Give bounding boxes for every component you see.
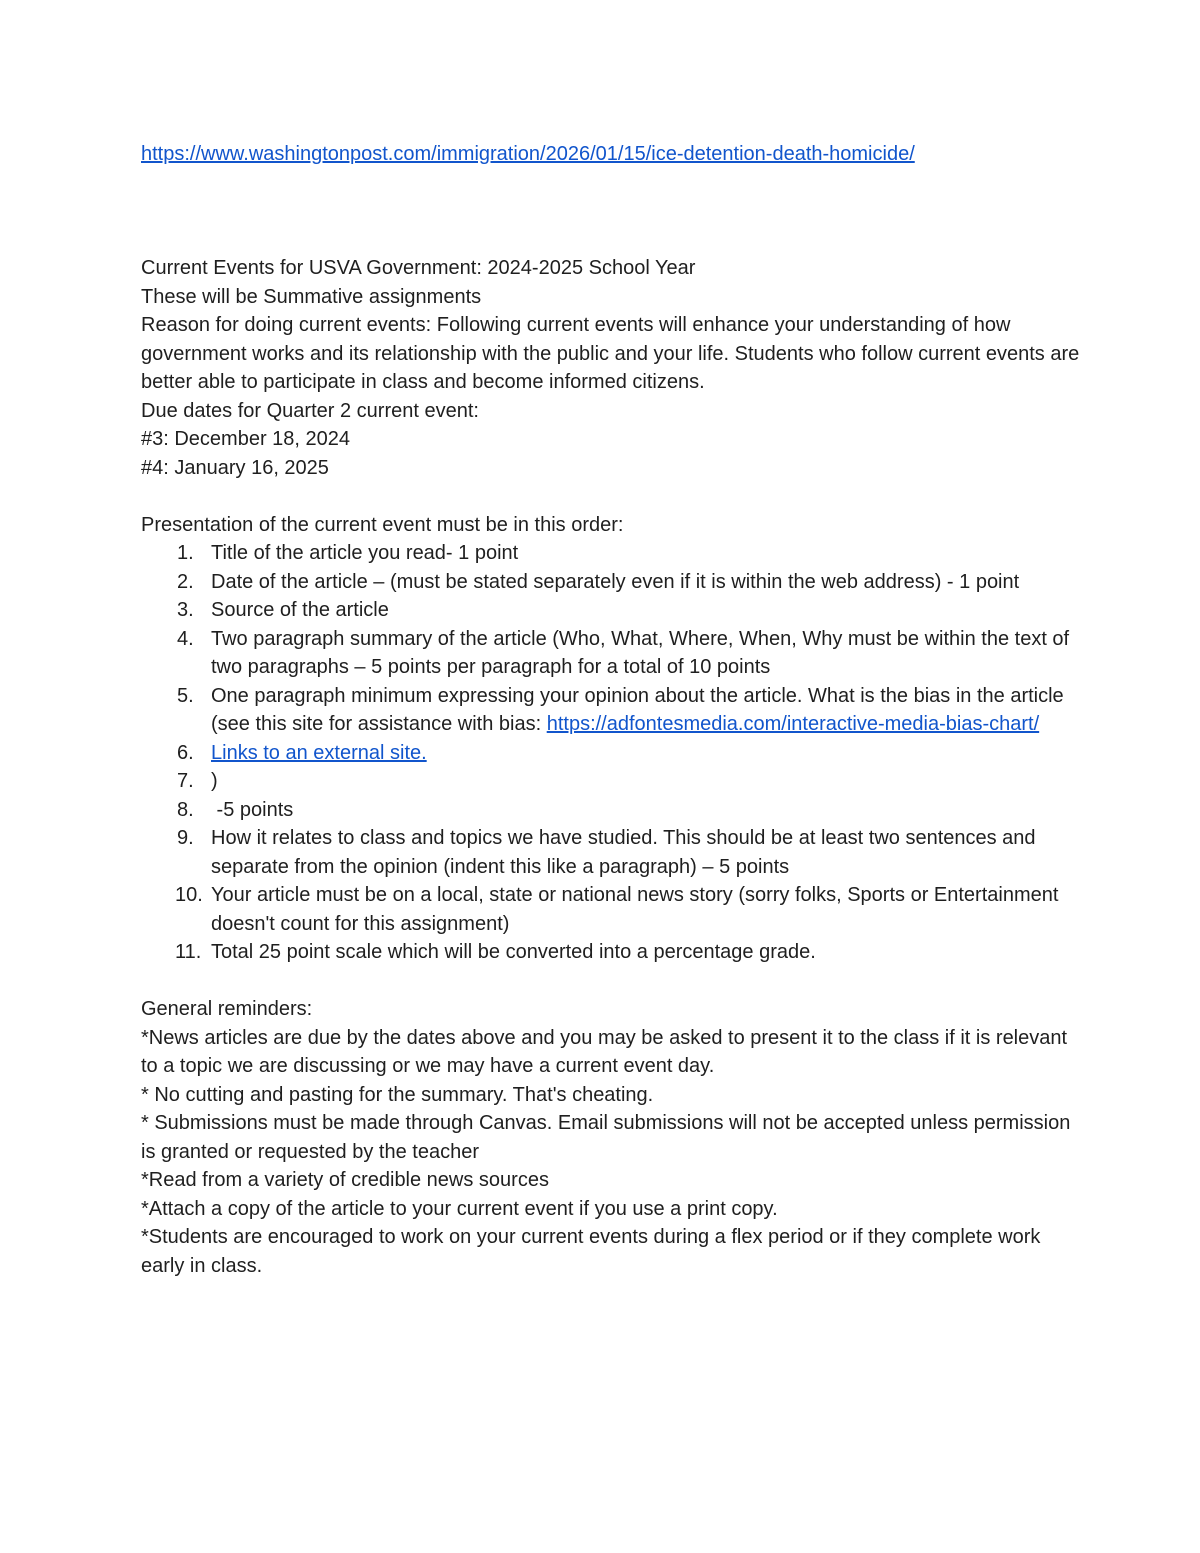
list-item-text: Total 25 point scale which will be converted into a percentage grade. <box>211 941 816 963</box>
list-item-text: -5 points <box>211 798 294 821</box>
reminder-item: *Attach a copy of the article to your current event if you use a print copy. <box>141 1197 778 1220</box>
list-item <box>141 625 1081 682</box>
list-number: 9. <box>177 827 194 849</box>
presentation-heading: Presentation of the current event must be in this order: <box>141 513 624 536</box>
due-date-4: #4: January 16, 2025 <box>141 456 329 479</box>
list-number: 7. <box>177 770 194 792</box>
spacer <box>141 482 1081 511</box>
reminder-item: *News articles are due by the dates above and you may be asked to present it to the class if it is relevant to a topic we are discussing or we may have a current event day. <box>141 1026 1068 1077</box>
list-item <box>141 824 1081 881</box>
list-item-text: ) <box>211 770 218 792</box>
external-site-link[interactable]: Links to an external site. <box>211 741 427 764</box>
list-item <box>141 596 1081 625</box>
list-number: 1. <box>177 542 194 564</box>
list-item-text: Source of the article <box>211 599 389 621</box>
reminder-item: * Submissions must be made through Canvas. Email submissions will not be accepted unless permission is granted or requested by the teacher <box>141 1112 1071 1163</box>
reason-paragraph: Reason for doing current events: Following current events will enhance your understanding of how government works and its relationship with the public and your life. Students who follow current events are better able to participate in class and become informed citizens. <box>141 314 1080 393</box>
reminder-item: *Read from a variety of credible news sources <box>141 1169 549 1191</box>
list-item-text: How it relates to class and topics we have studied. This should be at least two sentences and separate from the opinion (indent this like a paragraph) – 5 points <box>211 827 1036 878</box>
list-number: 2. <box>177 570 194 593</box>
bias-chart-link[interactable]: https://adfontesmedia.com/interactive-media-bias-chart/ <box>546 713 1040 735</box>
list-number: 10. <box>175 884 203 906</box>
list-item <box>141 767 1081 796</box>
document-title: Current Events for USVA Government: 2024-2025 School Year <box>141 257 696 279</box>
list-item-text: Title of the article you read- 1 point <box>211 542 519 564</box>
list-item <box>141 938 1081 967</box>
due-date-3: #3: December 18, 2024 <box>141 428 351 450</box>
list-number: 4. <box>177 627 194 650</box>
list-item <box>141 568 1081 597</box>
list-number: 5. <box>177 684 194 707</box>
list-item <box>141 739 1081 768</box>
presentation-list <box>141 539 1081 967</box>
washington-post-link[interactable]: https://www.washingtonpost.com/immigration/2026/01/15/ice-detention-death-homicide/ <box>141 143 915 165</box>
list-number: 8. <box>177 798 194 821</box>
list-item <box>141 796 1081 825</box>
list-item-text: One paragraph minimum expressing your opinion about the article. What is the bias in the article (see this site for assistance with bias: <box>211 684 1064 735</box>
reminders-heading: General reminders: <box>141 998 313 1020</box>
reminder-item: * No cutting and pasting for the summary. That's cheating. <box>141 1083 654 1106</box>
top-url-line <box>141 140 915 169</box>
due-dates-heading: Due dates for Quarter 2 current event: <box>141 399 479 422</box>
list-number: 3. <box>177 599 194 621</box>
list-item-text: Date of the article – (must be stated separately even if it is within the web address) - 1 point <box>211 570 1020 593</box>
list-number: 11. <box>175 941 202 963</box>
list-number: 6. <box>177 741 194 764</box>
spacer <box>141 967 1081 996</box>
document-subtitle: These will be Summative assignments <box>141 285 482 308</box>
document-body <box>141 254 1081 1280</box>
reminder-item: *Students are encouraged to work on your current events during a flex period or if they complete work early in class. <box>141 1226 1041 1277</box>
list-item <box>141 682 1081 739</box>
list-item-text: Your article must be on a local, state or national news story (sorry folks, Sports or Entertainment doesn't count for this assignment) <box>211 884 1059 935</box>
list-item <box>141 881 1081 938</box>
list-item-text: Two paragraph summary of the article (Who, What, Where, When, Why must be within the text of two paragraphs – 5 points per paragraph for a total of 10 points <box>211 627 1070 678</box>
list-item <box>141 539 1081 568</box>
